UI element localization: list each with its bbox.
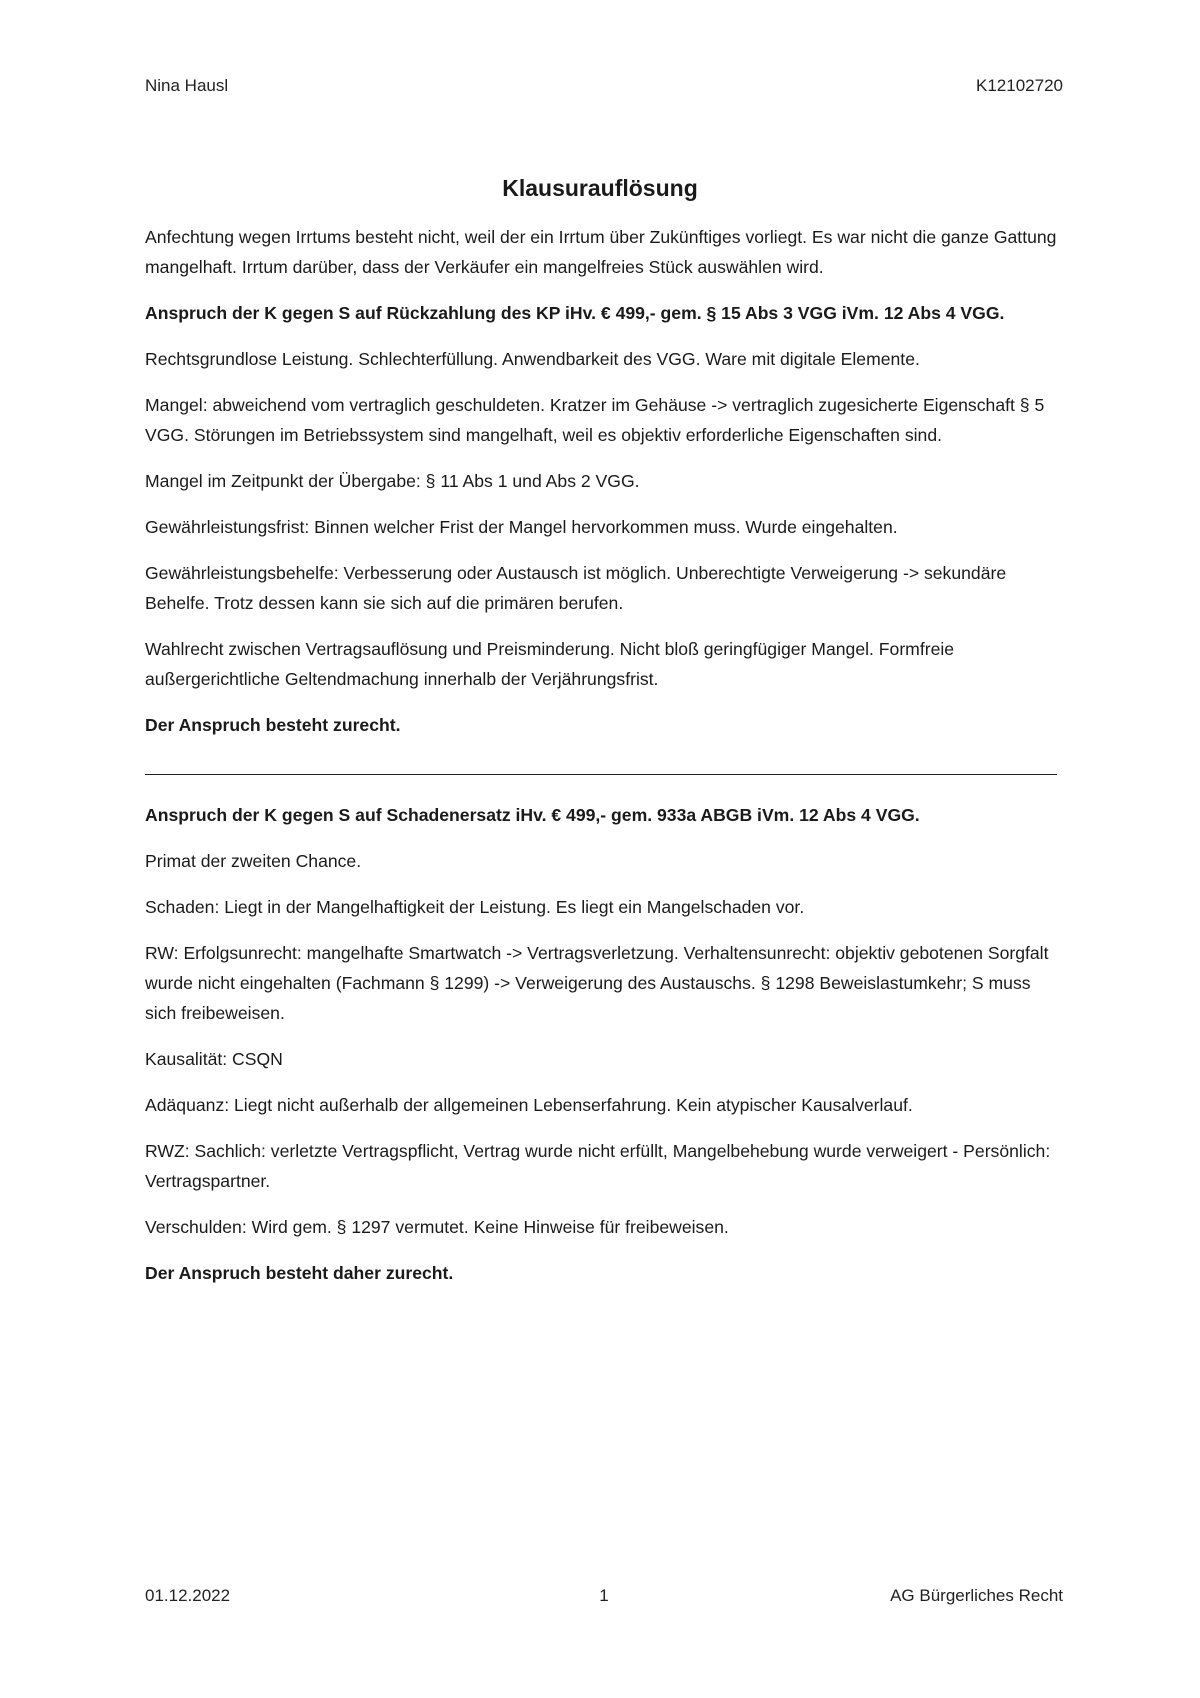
paragraph: Mangel im Zeitpunkt der Übergabe: § 11 Abs 1 und Abs 2 VGG.	[145, 471, 640, 491]
page-header	[145, 76, 1063, 102]
paragraph: RW: Erfolgsunrecht: mangelhafte Smartwatch -> Vertragsverletzung. Verhaltensunrecht: objektiv gebotenen Sorgfalt wurde nicht eingehalten (Fachmann § 1299) -> Verweigerung des Austauschs. § 1298 Beweislastumkehr; S muss sich freibeweisen.	[145, 943, 1049, 1023]
document-body	[145, 222, 1065, 1304]
paragraph: Primat der zweiten Chance.	[145, 851, 362, 871]
paragraph: Rechtsgrundlose Leistung. Schlechterfüllung. Anwendbarkeit des VGG. Ware mit digitale Elemente.	[145, 349, 920, 369]
paragraph: Verschulden: Wird gem. § 1297 vermutet. Keine Hinweise für freibeweisen.	[145, 1217, 729, 1237]
paragraph: Mangel: abweichend vom vertraglich geschuldeten. Kratzer im Gehäuse -> vertraglich zugesicherte Eigenschaft § 5 VGG. Störungen im Betriebssystem sind mangelhaft, weil es objektiv erforderliche Eigenschaften sind.	[145, 395, 1045, 445]
page-footer	[145, 1586, 1063, 1612]
paragraph: Gewährleistungsbehelfe: Verbesserung oder Austausch ist möglich. Unberechtigte Verweigerung -> sekundäre Behelfe. Trotz dessen kann sie sich auf die primären berufen.	[145, 563, 1007, 613]
header-student-id: K12102720	[976, 76, 1063, 95]
paragraph: Schaden: Liegt in der Mangelhaftigkeit der Leistung. Es liegt ein Mangelschaden vor.	[145, 897, 805, 917]
section-divider	[145, 756, 1065, 786]
section-heading: Der Anspruch besteht zurecht.	[145, 715, 401, 735]
paragraph: RWZ: Sachlich: verletzte Vertragspflicht, Vertrag wurde nicht erfüllt, Mangelbehebung wurde verweigert - Persönlich: Vertragspartner.	[145, 1141, 1051, 1191]
footer-course: AG Bürgerliches Recht	[890, 1586, 1063, 1605]
paragraph: Kausalität: CSQN	[145, 1049, 283, 1069]
section-heading: Der Anspruch besteht daher zurecht.	[145, 1263, 454, 1283]
document-title: Klausurauflösung	[502, 175, 698, 201]
paragraph: Adäquanz: Liegt nicht außerhalb der allgemeinen Lebenserfahrung. Kein atypischer Kausalverlauf.	[145, 1095, 913, 1115]
section-heading: Anspruch der K gegen S auf Rückzahlung des KP iHv. € 499,- gem. § 15 Abs 3 VGG iVm. 12 Abs 4 VGG.	[145, 303, 1005, 323]
header-author: Nina Hausl	[145, 76, 229, 95]
paragraph: Gewährleistungsfrist: Binnen welcher Frist der Mangel hervorkommen muss. Wurde eingehalten.	[145, 517, 898, 537]
section-heading: Anspruch der K gegen S auf Schadenersatz iHv. € 499,- gem. 933a ABGB iVm. 12 Abs 4 VGG.	[145, 805, 920, 825]
footer-date: 01.12.2022	[145, 1586, 231, 1605]
paragraph: Wahlrecht zwischen Vertragsauflösung und Preisminderung. Nicht bloß geringfügiger Mangel. Formfreie außergerichtliche Geltendmachung innerhalb der Verjährungsfrist.	[145, 639, 955, 689]
footer-page-number: 1	[599, 1586, 609, 1605]
paragraph: Anfechtung wegen Irrtums besteht nicht, weil der ein Irrtum über Zukünftiges vorliegt. Es war nicht die ganze Gattung mangelhaft. Irrtum darüber, dass der Verkäufer ein mangelfreies Stück auswählen wird.	[145, 227, 1057, 277]
